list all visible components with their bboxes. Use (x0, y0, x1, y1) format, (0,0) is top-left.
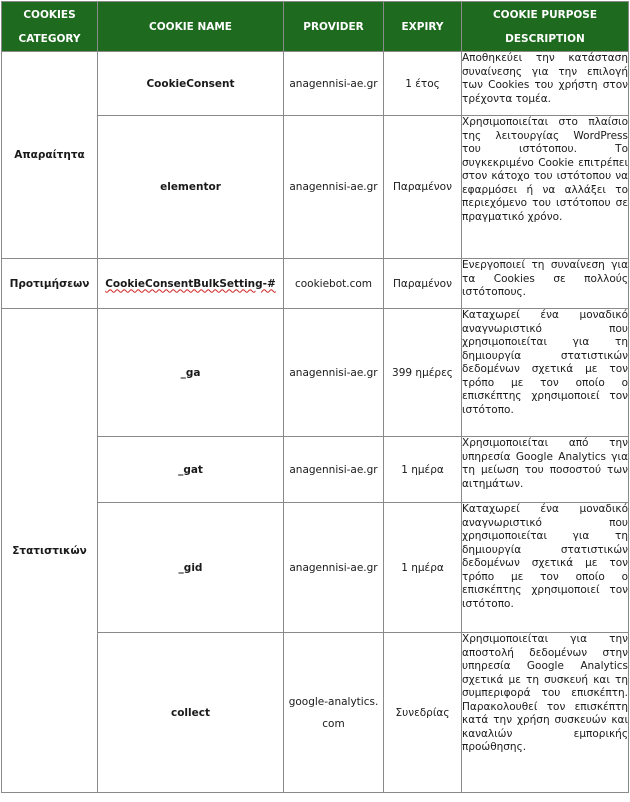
header-name: COOKIE NAME (98, 2, 284, 52)
cookie-expiry: 399 ημέρες (384, 309, 462, 437)
cookie-purpose: Καταχωρεί ένα μοναδικό αναγνωριστικό που χρησιμοποιείται για τη δημιουργία στατιστικών δεδομένων σχετικά με τον τρόπο με τον οποίο ο επισκέπτης χρησιμοποιεί τον ιστότοπο. (462, 503, 629, 633)
cookie-purpose: Καταχωρεί ένα μοναδικό αναγνωριστικό που χρησιμοποιείται για τη δημιουργία στατιστικών δεδομένων σχετικά με τον τρόπο με τον οποίο ο επισκέπτης χρησιμοποιεί τον ιστότοπο. (462, 309, 629, 437)
cookie-name: elementor (98, 116, 284, 259)
cookie-expiry: 1 ημέρα (384, 503, 462, 633)
cookie-provider: anagennisi-ae.gr (284, 503, 384, 633)
table-row (2, 52, 629, 116)
cookie-expiry: Παραμένον (384, 259, 462, 309)
header-category-line2: CATEGORY (18, 32, 81, 45)
cookie-name (98, 259, 284, 309)
cookie-expiry: Συνεδρίας (384, 633, 462, 793)
category-statistics: Στατιστικών (2, 309, 98, 793)
cookie-expiry: 1 έτος (384, 52, 462, 116)
cookie-provider: cookiebot.com (284, 259, 384, 309)
header-provider: PROVIDER (284, 2, 384, 52)
cookie-provider: anagennisi-ae.gr (284, 309, 384, 437)
header-row (2, 2, 629, 52)
cookie-provider-line2: com (322, 717, 345, 730)
table-row (2, 309, 629, 437)
header-purpose-line1: COOKIE PURPOSE (492, 8, 598, 21)
category-preferences: Προτιμήσεων (2, 259, 98, 309)
table-row (2, 259, 629, 309)
category-necessary: Απαραίτητα (2, 52, 98, 259)
header-category-line1: COOKIES (23, 8, 76, 21)
cookies-table (1, 1, 629, 793)
cookie-provider (284, 633, 384, 793)
header-purpose (462, 2, 629, 52)
cookie-provider: anagennisi-ae.gr (284, 437, 384, 503)
cookie-name-text: CookieConsentBulkSetting-# (105, 277, 276, 290)
cookie-provider-line1: google-analytics. (288, 695, 379, 708)
cookie-provider-text (289, 691, 379, 735)
header-expiry: EXPIRY (384, 2, 462, 52)
cookie-provider: anagennisi-ae.gr (284, 52, 384, 116)
cookie-name: _ga (98, 309, 284, 437)
cookie-expiry: 1 ημέρα (384, 437, 462, 503)
cookie-name: CookieConsent (98, 52, 284, 116)
header-category (2, 2, 98, 52)
cookie-provider: anagennisi-ae.gr (284, 116, 384, 259)
cookie-expiry: Παραμένον (384, 116, 462, 259)
cookie-purpose: Χρησιμοποιείται στο πλαίσιο της λειτουργίας WordPress του ιστότοπου. Το συγκεκριμένο Cookie επιτρέπει στον κάτοχο του ιστότοπου να εφαρμόσει ή να αλλάξει το περιεχόμενο του ιστότοπου σε πραγματικό χρόνο. (462, 116, 629, 259)
cookie-name: _gat (98, 437, 284, 503)
cookie-purpose: Ενεργοποιεί τη συναίνεση για τα Cookies σε πολλούς ιστότοπους. (462, 259, 629, 309)
cookie-purpose: Χρησιμοποιείται για την αποστολή δεδομένων στην υπηρεσία Google Analytics σχετικά με τη συσκευή και τη συμπεριφορά του επισκέπτη. Παρακολουθεί τον επισκέπτη κατά την χρήση συσκευών και καναλιών εμπορικής προώθησης. (462, 633, 629, 793)
cookie-name: collect (98, 633, 284, 793)
cookie-purpose: Αποθηκεύει την κατάσταση συναίνεσης για την επιλογή των Cookies του χρήστη στον τρέχοντα τομέα. (462, 52, 629, 116)
cookie-name: _gid (98, 503, 284, 633)
header-purpose-line2: DESCRIPTION (505, 32, 585, 45)
cookie-purpose: Χρησιμοποιείται από την υπηρεσία Google Analytics για τη μείωση του ποσοστού των αιτημάτων. (462, 437, 629, 503)
